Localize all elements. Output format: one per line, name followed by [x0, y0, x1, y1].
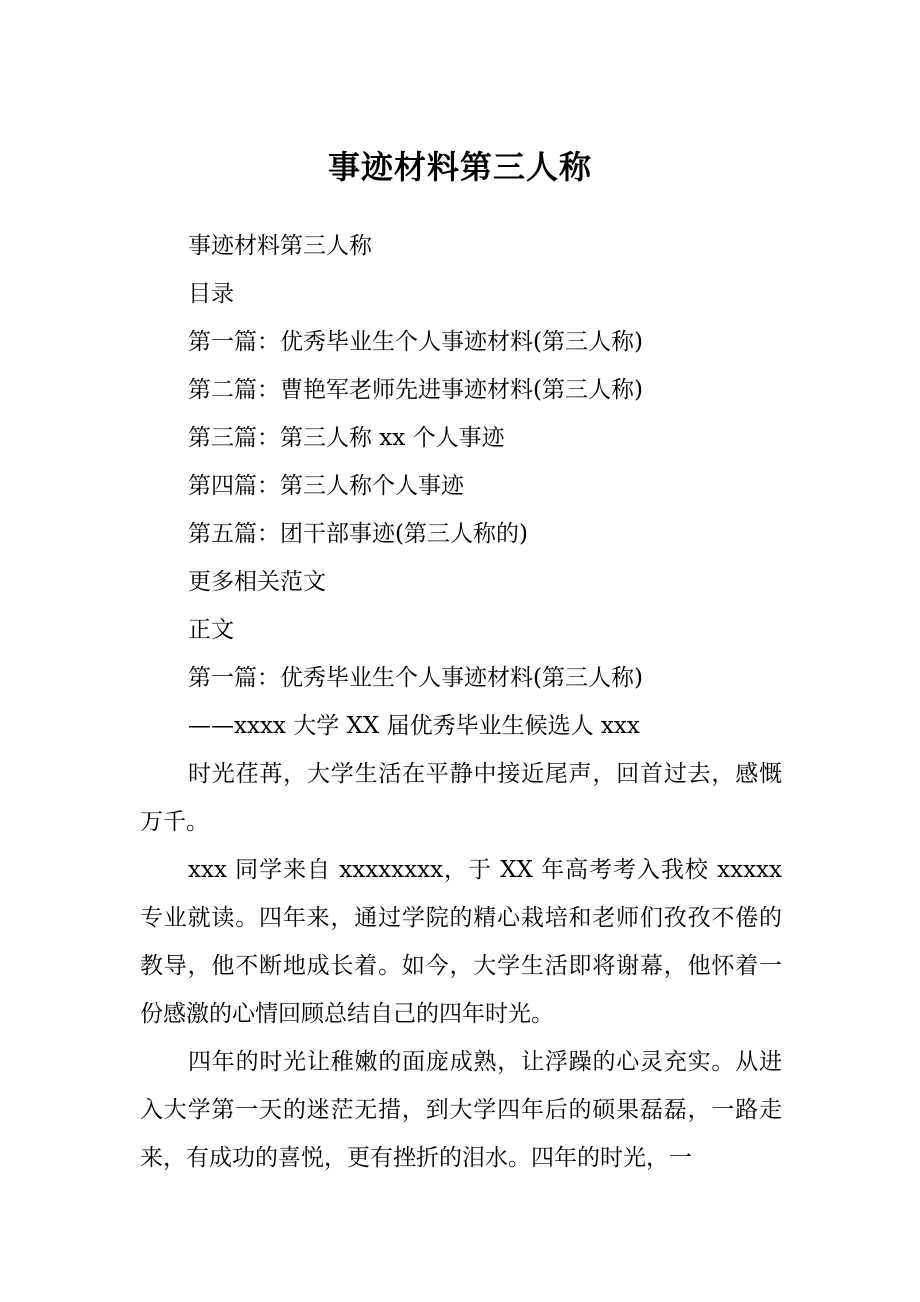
section-title: 第一篇：优秀毕业生个人事迹材料(第三人称) — [188, 665, 643, 691]
more-related-line: 更多相关范文 — [188, 569, 326, 595]
toc-item-4: 第四篇：第三人称个人事迹 — [188, 473, 464, 499]
paragraph-1: 时光荏苒，大学生活在平静中接近尾声，回首过去，感慨万千。 — [140, 761, 782, 835]
document-title: 事迹材料第三人称 — [327, 148, 592, 186]
body-heading: 正文 — [188, 617, 234, 643]
document-body — [140, 222, 782, 1182]
toc-item-3: 第三篇：第三人称 xx 个人事迹 — [188, 425, 505, 451]
paragraph-3: 四年的时光让稚嫩的面庞成熟，让浮躁的心灵充实。从进入大学第一天的迷茫无措，到大学四年后的硕果磊磊，一路走来，有成功的喜悦，更有挫折的泪水。四年的时光，一 — [140, 1049, 782, 1171]
toc-item-2: 第二篇：曹艳军老师先进事迹材料(第三人称) — [188, 377, 643, 403]
paragraph-2: xxx 同学来自 xxxxxxxx，于 XX 年高考考入我校 xxxxx 专业就读。四年来，通过学院的精心栽培和老师们孜孜不倦的教导，他不断地成长着。如今，大学生活即将谢幕，他怀着一份感激的心情回顾总结自己的四年时光。 — [140, 857, 782, 1027]
toc-item-5: 第五篇：团干部事迹(第三人称的) — [188, 521, 528, 547]
toc-item-1: 第一篇：优秀毕业生个人事迹材料(第三人称) — [188, 329, 643, 355]
toc-heading: 目录 — [188, 281, 234, 307]
subtitle-line: 事迹材料第三人称 — [188, 233, 372, 259]
candidate-byline: ——xxxx 大学 XX 届优秀毕业生候选人 xxx — [188, 713, 640, 739]
